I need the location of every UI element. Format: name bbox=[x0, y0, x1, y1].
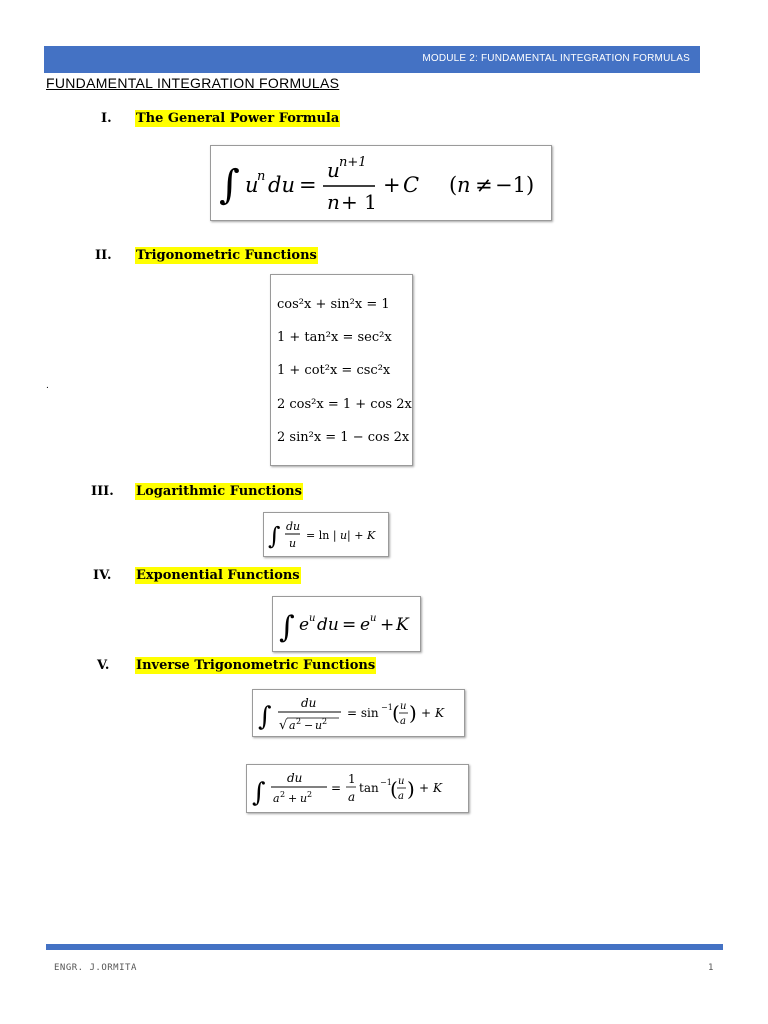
svg-text:K: K bbox=[367, 529, 376, 542]
svg-text:du: du bbox=[286, 520, 301, 533]
svg-text:2: 2 bbox=[322, 717, 328, 726]
svg-text:u: u bbox=[370, 613, 377, 624]
svg-text:=: = bbox=[342, 615, 357, 635]
svg-text:(: ( bbox=[449, 173, 458, 197]
svg-text:∫: ∫ bbox=[252, 778, 266, 808]
section-number: IV. bbox=[93, 568, 112, 583]
svg-text:2: 2 bbox=[296, 717, 302, 726]
section-title-inverse-trig: Inverse Trigonometric Functions bbox=[136, 658, 376, 673]
svg-text:= sin: = sin bbox=[347, 706, 379, 720]
formula-inverse-sin bbox=[252, 689, 465, 737]
svg-text:a: a bbox=[398, 791, 404, 802]
module-label: MODULE 2: FUNDAMENTAL INTEGRATION FORMULAS bbox=[422, 53, 690, 64]
section-number: II. bbox=[95, 248, 112, 263]
svg-text:du: du bbox=[268, 173, 295, 197]
svg-text:du: du bbox=[301, 696, 317, 710]
svg-text:∫: ∫ bbox=[268, 522, 281, 550]
svg-text:u: u bbox=[315, 719, 323, 732]
formula-exp-text: ∫ eᵘ du = eᵘ + K bbox=[273, 597, 282, 598]
svg-text:≠: ≠ bbox=[475, 173, 493, 197]
section-title-log: Logarithmic Functions bbox=[136, 484, 302, 499]
page-number: 1 bbox=[708, 963, 714, 973]
footer-author: ENGR. J.ORMITA bbox=[54, 963, 137, 973]
svg-text:+: + bbox=[421, 706, 432, 720]
svg-text:−1: −1 bbox=[381, 703, 393, 712]
section-number: V. bbox=[97, 658, 110, 673]
svg-text:| +: | + bbox=[347, 529, 364, 542]
section-title-power: The General Power Formula bbox=[136, 111, 340, 126]
svg-text:2: 2 bbox=[280, 790, 286, 799]
svg-text:−1): −1) bbox=[495, 173, 535, 197]
svg-text:a: a bbox=[289, 719, 296, 732]
svg-text:a: a bbox=[348, 790, 356, 804]
svg-text:n: n bbox=[327, 190, 340, 214]
svg-text:2: 2 bbox=[307, 790, 313, 799]
svg-text:u: u bbox=[398, 776, 405, 787]
svg-text:−: − bbox=[304, 719, 314, 732]
svg-text:= ln |: = ln | bbox=[306, 529, 337, 542]
svg-text:u: u bbox=[289, 537, 297, 550]
svg-text:u: u bbox=[309, 613, 316, 624]
svg-text:n+1: n+1 bbox=[339, 155, 367, 170]
svg-text:du: du bbox=[317, 615, 339, 635]
formula-log bbox=[263, 512, 389, 557]
svg-text:n: n bbox=[257, 169, 266, 184]
trig-identity: 1 + cot²x = csc²x bbox=[277, 363, 391, 378]
trig-identity: 1 + tan²x = sec²x bbox=[277, 330, 392, 345]
formula-inverse-sin-text: ∫ du/√(a² − u²) = sin⁻¹(u/a) + K bbox=[253, 690, 269, 691]
section-title-exp: Exponential Functions bbox=[136, 568, 300, 583]
svg-text:+: + bbox=[383, 173, 401, 197]
svg-text:(: ( bbox=[392, 701, 400, 725]
svg-text:−1: −1 bbox=[380, 778, 392, 787]
svg-text:+: + bbox=[288, 792, 298, 805]
svg-text:e: e bbox=[360, 615, 371, 635]
trig-identity: 2 cos²x = 1 + cos 2x bbox=[277, 397, 412, 412]
svg-text:): ) bbox=[407, 777, 415, 801]
svg-text:+ 1: + 1 bbox=[341, 190, 377, 214]
svg-text:∫: ∫ bbox=[279, 610, 295, 645]
svg-text:u: u bbox=[340, 529, 348, 542]
svg-text:du: du bbox=[287, 771, 303, 785]
svg-text:(: ( bbox=[390, 777, 398, 801]
svg-text:1: 1 bbox=[348, 772, 356, 786]
header-bar bbox=[44, 46, 700, 73]
section-number: III. bbox=[91, 484, 114, 499]
formula-power bbox=[210, 145, 552, 221]
svg-text:a: a bbox=[273, 792, 280, 805]
formula-power-text: ∫ uⁿ du = uⁿ⁺¹ / (n + 1) + C (n ≠ −1) bbox=[211, 146, 230, 147]
formula-exp bbox=[272, 596, 421, 652]
formula-trig-identities bbox=[270, 274, 413, 466]
svg-text:a: a bbox=[400, 716, 406, 727]
svg-text:=: = bbox=[331, 781, 342, 795]
stray-dot: . bbox=[46, 381, 49, 391]
svg-text:n: n bbox=[457, 173, 471, 197]
svg-text:u: u bbox=[300, 792, 308, 805]
svg-text:tan: tan bbox=[359, 781, 379, 795]
svg-text:+: + bbox=[419, 781, 430, 795]
formula-inverse-tan-text: ∫ du/(a² + u²) = (1/a) tan⁻¹(u/a) + K bbox=[247, 765, 266, 766]
svg-text:√: √ bbox=[279, 718, 288, 733]
svg-text:e: e bbox=[299, 615, 310, 635]
formula-log-text: ∫ du/u = ln |u| + K bbox=[264, 513, 274, 514]
svg-text:u: u bbox=[400, 701, 407, 712]
svg-text:C: C bbox=[403, 173, 420, 197]
svg-text:K: K bbox=[435, 706, 444, 720]
trig-identity: 2 sin²x = 1 − cos 2x bbox=[277, 430, 410, 445]
footer-bar bbox=[46, 944, 723, 950]
section-title-trig: Trigonometric Functions bbox=[136, 248, 317, 263]
svg-text:u: u bbox=[245, 173, 259, 197]
svg-text:+: + bbox=[380, 615, 395, 635]
section-number: I. bbox=[101, 111, 112, 126]
trig-identity: cos²x + sin²x = 1 bbox=[277, 297, 390, 312]
svg-text:u: u bbox=[327, 158, 340, 182]
svg-text:K: K bbox=[433, 781, 442, 795]
svg-text:∫: ∫ bbox=[219, 162, 240, 208]
svg-text:∫: ∫ bbox=[258, 702, 272, 732]
svg-text:=: = bbox=[299, 173, 317, 197]
formula-inverse-tan bbox=[246, 764, 469, 813]
svg-text:): ) bbox=[409, 701, 417, 725]
document-title: FUNDAMENTAL INTEGRATION FORMULAS bbox=[46, 75, 340, 91]
svg-text:K: K bbox=[396, 615, 409, 635]
